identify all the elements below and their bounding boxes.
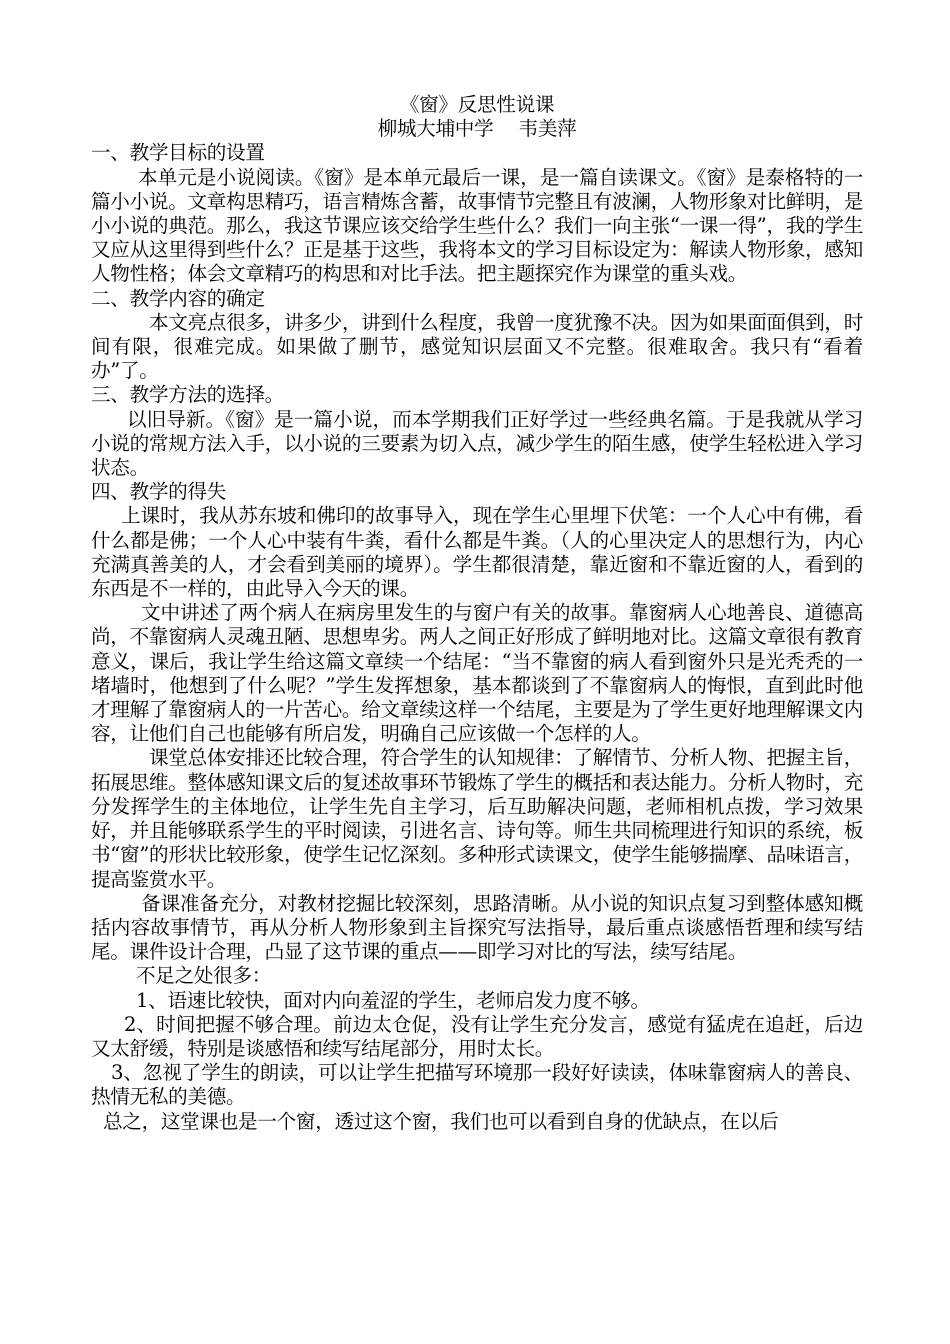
- paragraph: 备课准备充分，对教材挖掘比较深刻，思路清晰。从小说的知识点复习到整体感知概括内容故事情节，再从分析人物形象到主旨探究写法指导，最后重点谈感悟哲理和续写结尾。课件设计合理，凸显了这节课的重点——即学习对比的写法，续写结尾。: [91, 891, 863, 964]
- section-heading-method: 三、教学方法的选择。: [91, 383, 284, 407]
- paragraph: 本文亮点很多，讲多少，讲到什么程度，我曾一度犹豫不决。因为如果面面俱到，时间有限，很难完成。如果做了删节，感觉知识层面又不完整。很难取舍。我只有“看着办”了。: [91, 310, 863, 383]
- paragraph: 课堂总体安排还比较合理，符合学生的认知规律：了解情节、分析人物、把握主旨，拓展思维。整体感知课文后的复述故事环节锻炼了学生的概括和表达能力。分析人物时，充分发挥学生的主体地位，让学生先自主学习，后互助解决问题，老师相机点拨，学习效果好，并且能够联系学生的平时阅读，引进名言、诗句等。师生共同梳理进行知识的系统，板书“窗”的形状比较形象，使学生记忆深刻。多种形式读课文，使学生能够揣摩、品味语言，提高鉴赏水平。: [91, 746, 863, 891]
- document-title: 《窗》反思性说课: [399, 93, 555, 116]
- section-heading-gains-losses: 四、教学的得失: [91, 480, 227, 504]
- section-heading-content: 二、教学内容的确定: [91, 286, 265, 310]
- paragraph: 以旧导新。《窗》是一篇小说，而本学期我们正好学过一些经典名篇。于是我就从学习小说的常规方法入手，以小说的三要素为切入点，减少学生的陌生感，使学生轻松进入学习状态。: [91, 407, 863, 480]
- paragraph: 上课时，我从苏东坡和佛印的故事导入，现在学生心里埋下伏笔：一个人心中有佛，看什么都是佛；一个人心中装有牛粪，看什么都是牛粪。（人的心里决定人的思想行为，内心充满真善美的人，才会看到美丽的境界）。学生都很清楚，靠近窗和不靠近窗的人，看到的东西是不一样的，由此导入今天的课。: [91, 504, 863, 601]
- list-item: 3、忽视了学生的朗读，可以让学生把描写环境那一段好好读读，体味靠窗病人的善良、热情无私的美德。: [91, 1061, 863, 1109]
- paragraph: 本单元是小说阅读。《窗》是本单元最后一课，是一篇自读课文。《窗》是泰格特的一篇小小说。文章构思精巧，语言精炼含蓄，故事情节完整且有波澜，人物形象对比鲜明，是小小说的典范。那么，我这节课应该交给学生些什么？我们一向主张“一课一得”，我的学生又应从这里得到些什么？正是基于这些，我将本文的学习目标设定为：解读人物形象，感知人物性格；体会文章精巧的构思和对比手法。把主题探究作为课堂的重头戏。: [91, 165, 863, 286]
- list-item: 2、时间把握不够合理。前边太仓促，没有让学生充分发言，感觉有猛虎在追赶，后边又太舒缓，特别是谈感悟和续写结尾部分，用时太长。: [91, 1012, 863, 1060]
- paragraph: 文中讲述了两个病人在病房里发生的与窗户有关的故事。靠窗病人心地善良、道德高尚，不靠窗病人灵魂丑陋、思想卑劣。两人之间正好形成了鲜明地对比。这篇文章很有教育意义，课后，我让学生给这篇文章续一个结尾：“当不靠窗的病人看到窗外只是光秃秃的一堵墙时，他想到了什么呢？”学生发挥想象，基本都谈到了不靠窗病人的悔恨，直到此时他才理解了靠窗病人的一片苦心。给文章续这样一个结尾，主要是为了学生更好地理解课文内容，让他们自己也能够有所启发，明确自己应该做一个怎样的人。: [91, 601, 863, 746]
- paragraph: 不足之处很多：: [136, 964, 272, 988]
- list-item: 1、语速比较快，面对内向羞涩的学生，老师启发力度不够。: [136, 988, 650, 1012]
- document-page: [91, 93, 863, 1134]
- section-heading-goals: 一、教学目标的设置: [91, 141, 265, 165]
- paragraph: 总之，这堂课也是一个窗，透过这个窗，我们也可以看到自身的优缺点，在以后: [103, 1109, 779, 1133]
- author-line: 柳城大埔中学 韦美萍: [377, 117, 577, 141]
